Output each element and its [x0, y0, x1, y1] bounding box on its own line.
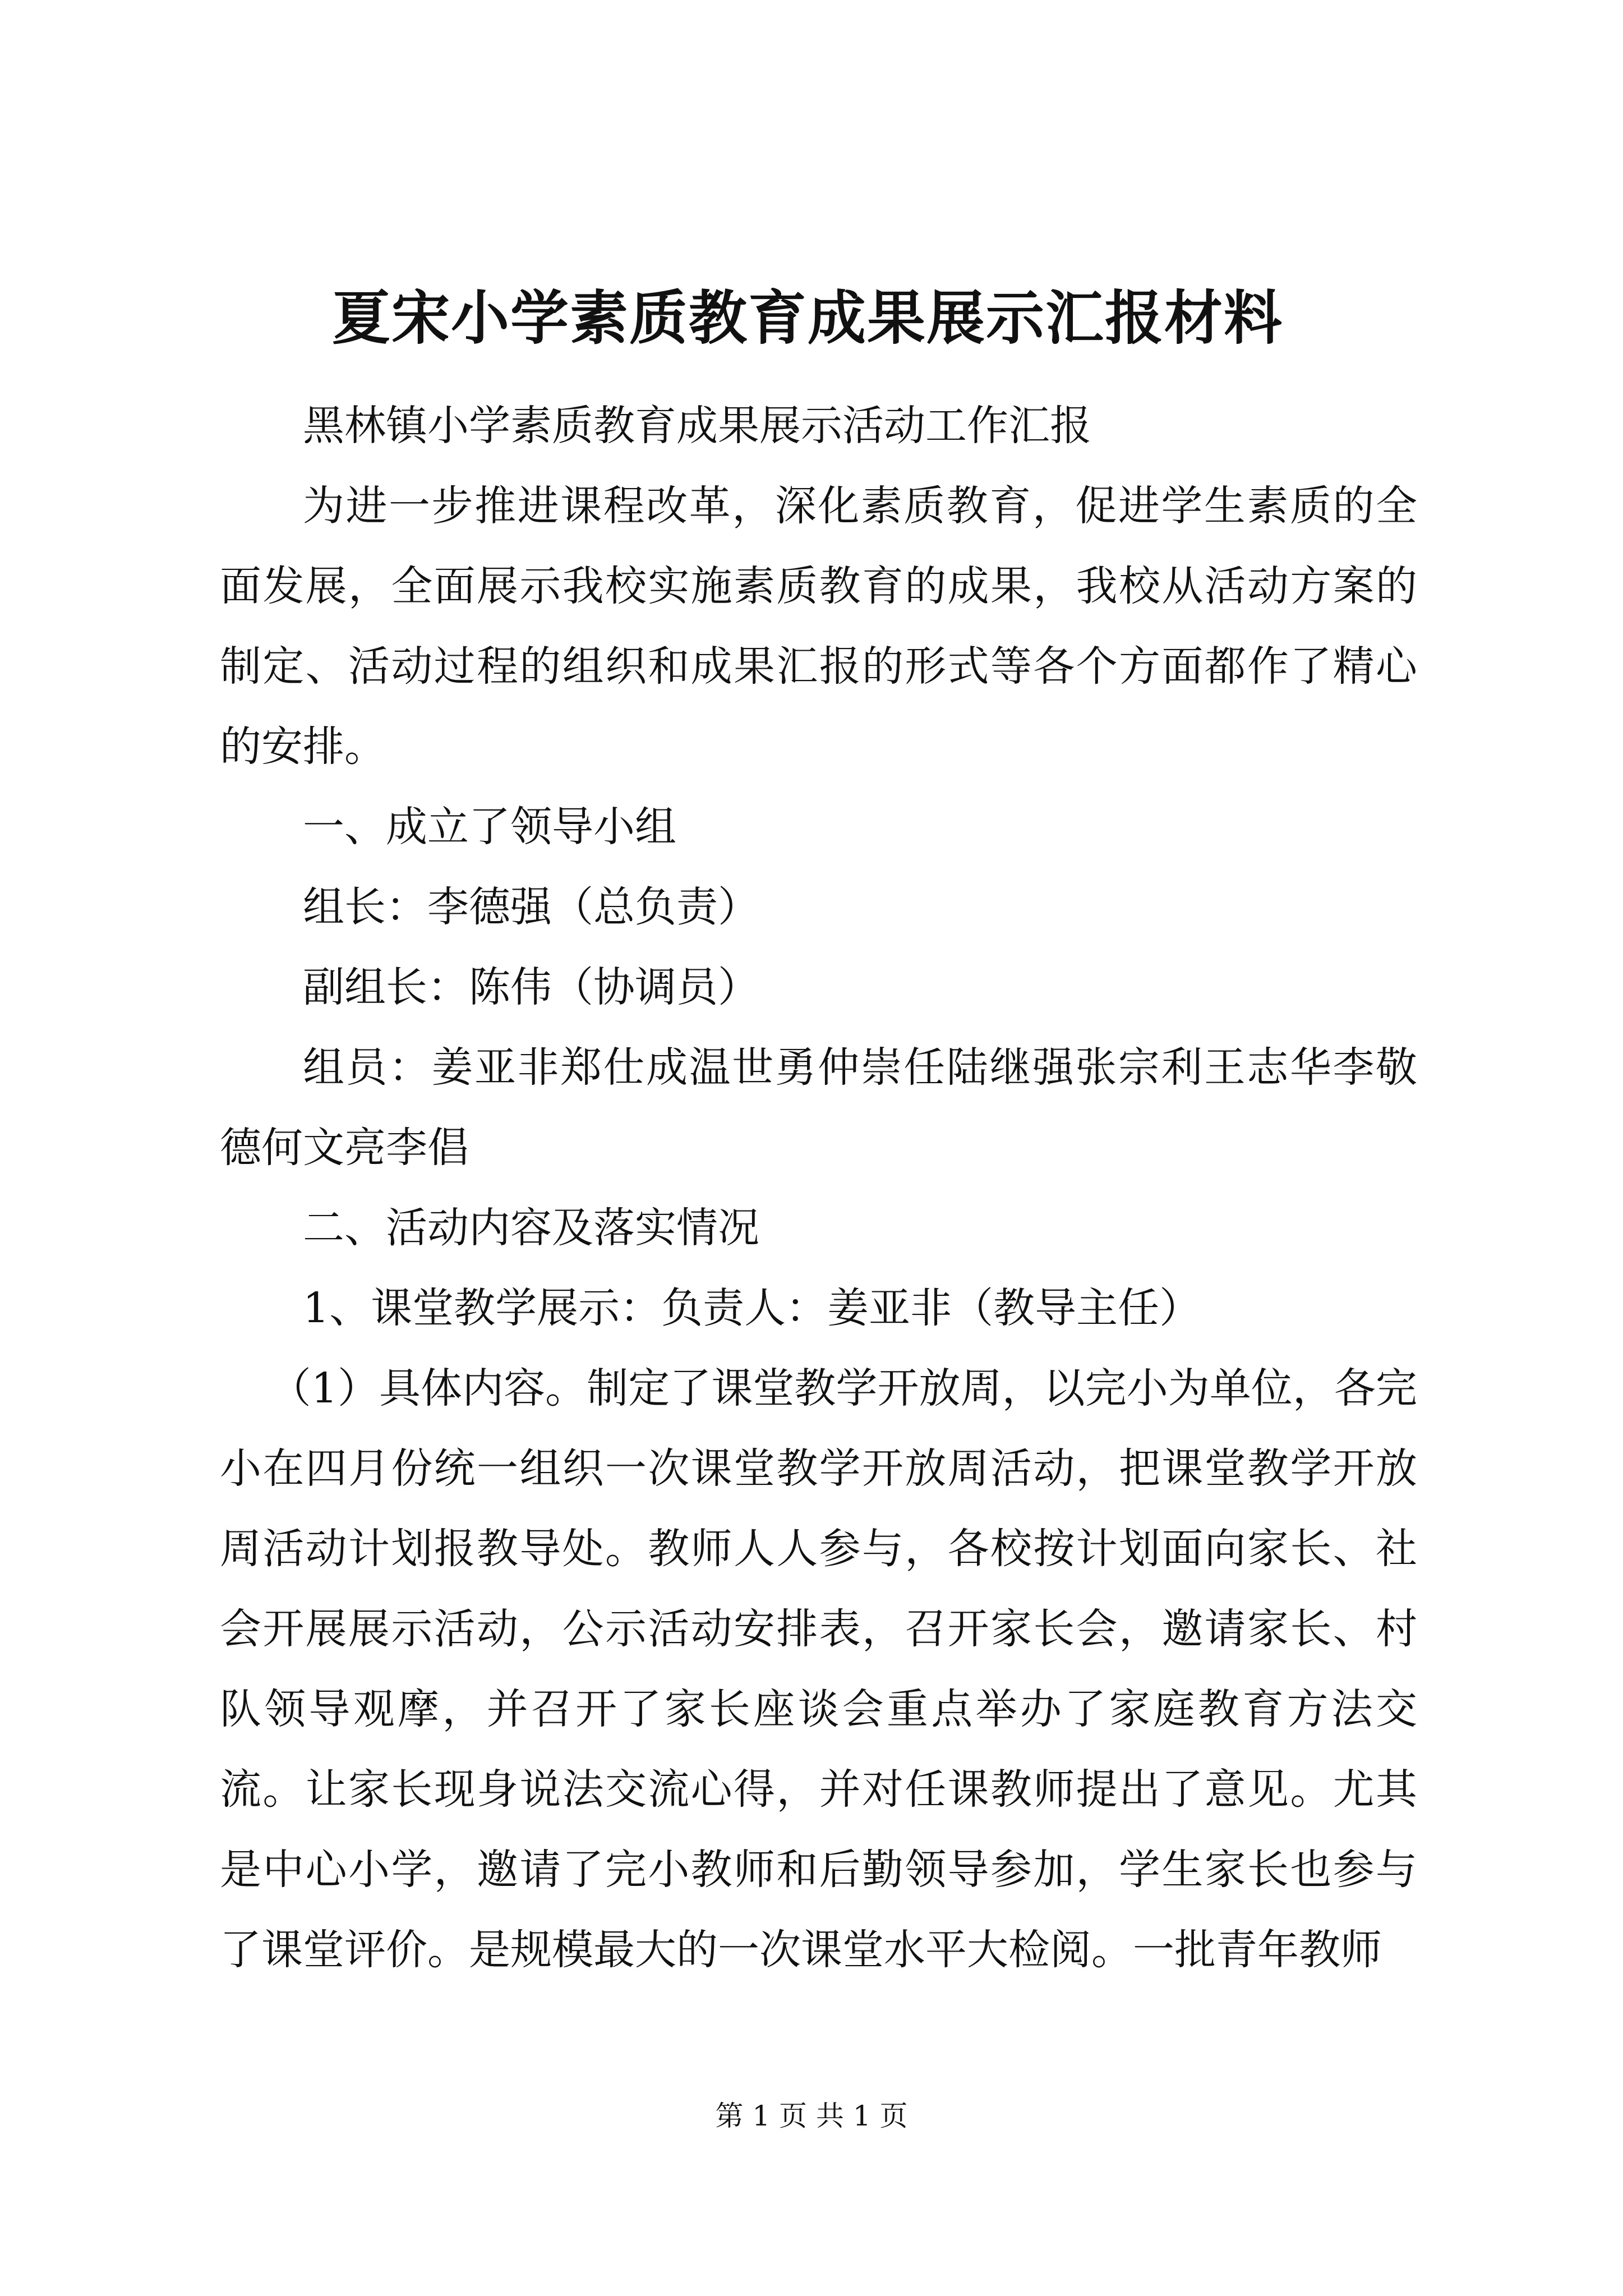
members-paragraph: 组员：姜亚非郑仕成温世勇仲崇任陆继强张宗利王志华李敬德何文亮李倡 — [220, 1043, 1417, 1172]
classroom-teaching-line: 1、课堂教学展示：负责人：姜亚非（教导主任） — [303, 1284, 1201, 1332]
deputy-leader-line: 副组长：陈伟（协调员） — [303, 963, 759, 1011]
document-title: 夏宋小学素质教育成果展示汇报材料 — [331, 283, 1283, 352]
section-heading-leadership: 一、成立了领导小组 — [303, 803, 676, 851]
subtitle-paragraph: 黑林镇小学素质教育成果展示活动工作汇报 — [303, 402, 1091, 450]
intro-paragraph: 为进一步推进课程改革，深化素质教育，促进学生素质的全面发展，全面展示我校实施素质教育的成果，我校从活动方案的制定、活动过程的组织和成果汇报的形式等各个方面都作了精心的安排。 — [220, 482, 1417, 771]
leader-line: 组长：李德强（总负责） — [303, 883, 759, 931]
section-heading-activities: 二、活动内容及落实情况 — [303, 1204, 759, 1252]
page-footer: 第 1 页 共 1 页 — [715, 2100, 908, 2132]
specific-content-paragraph: （1）具体内容。制定了课堂教学开放周，以完小为单位，各完小在四月份统一组织一次课堂教学开放周活动，把课堂教学开放周活动计划报教导处。教师人人参与，各校按计划面向家长、社会开展展示活动，公示活动安排表，召开家长会，邀请家长、村队领导观摩，并召开了家长座谈会重点举办了家庭教育方法交流。让家长现身说法交流心得，并对任课教师提出了意见。尤其是中心小学，邀请了完小教师和后勤领导参加，学生家长也参与了课堂评价。是规模最大的一次课堂水平大检阅。一批青年教师 — [220, 1364, 1417, 1974]
document-body — [220, 386, 1417, 1990]
